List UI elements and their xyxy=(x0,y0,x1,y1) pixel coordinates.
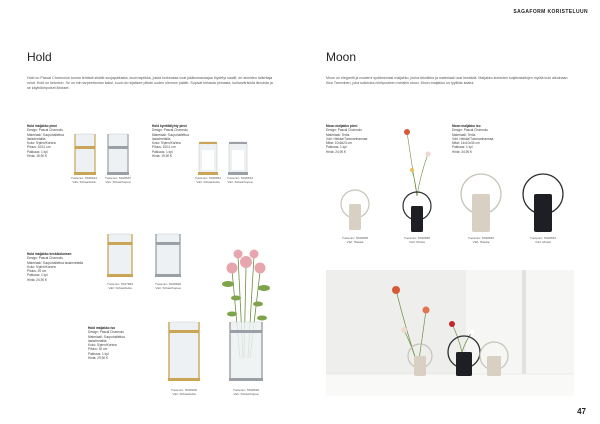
hold-title: Hold xyxy=(27,50,52,64)
moon-spec-small: Moon maljakko pieni Design: Pascal Charmolu Materiaali: Teräs Väri: Hiekka/Tummanharmaa Mitat: 10x8x23 cm Pakkaus: 1 kpl Hinta: 24,90 € xyxy=(326,124,368,154)
hold-vase-small-silver-image xyxy=(105,132,133,176)
hold-lantern-gold-image xyxy=(196,138,222,176)
moon-intro: Moon on elegantti ja moderni sydämenlasi maljakko, jonka tekniikka ja materiaali ovat kestäviä. Maljakko kumisten kuljetustaitojen myötä kuin aikoinaan Kirsi Tamminen, joka sulkeutuu kielipuoleen metallin oloon. Moon-maljakko on tyylikäs kaatui. xyxy=(326,76,568,86)
hold-lantern-silver-image xyxy=(226,138,252,176)
hold-vase-roses-image xyxy=(218,248,274,382)
moon-spec-large: Moon maljakko iso Design: Pascal Charmolu Materiaali: Teräs Väri: Hiekka/Tummanharmaa Mitat: 14x10x34 cm Pakkaus: 1 kpl Hinta: 34,90 € xyxy=(452,124,494,154)
hold-caption-1: Tuotenro: 5018644 Väri: Kirkas/kulta xyxy=(70,176,98,185)
hold-caption-8: Tuotenro: 5018618 Väri: Kirkas/hopea xyxy=(232,388,260,397)
hold-caption-7: Tuotenro: 5018200 Väri: Kirkas/kulta xyxy=(170,388,198,397)
moon-small-sand-image xyxy=(338,186,372,232)
hold-caption-6: Tuotenro: 5018620 Väri: Kirkas/hopea xyxy=(154,282,182,291)
page-number: 47 xyxy=(577,407,586,416)
moon-caption-2: Tuotenro: 5018836 Väri: Musta xyxy=(403,236,431,245)
hold-vase-medium-silver-image xyxy=(152,232,184,278)
moon-small-black-image xyxy=(398,126,436,232)
hold-caption-5: Tuotenro: 5017863 Väri: Kirkas/kulta xyxy=(106,282,134,291)
hold-spec-large-vase: Hold maljakko iso Design: Pascal Charmolu Materiaali: Suupuhallettua lasia/metallia Koko: 9/pien/Korkea Pituus: 30 cm Pakkaus: 1 kpl Hinta: 29,90 € xyxy=(88,326,125,361)
hold-caption-2: Tuotenro: 5018637 Väri: Kirkas/hopea xyxy=(104,176,132,185)
hold-vase-medium-gold-image xyxy=(104,232,136,278)
hold-vase-large-gold-image xyxy=(164,320,204,382)
hold-intro: Hold on Pascal Charmolun tuoma tehtävä sisälle suojapaikasta, kuormapiikka, joista korkeassa ovat pääkomandajaa löydetyt saaliit, eri aineiden tallentaja minä. Hold on kelvoton. Se on niin tarpeettoman kaksi, suuri olo sijaitsee pitkän uuden olennon päälle. Sopivat kirkasta pinnasta, kullanvärisistä liimoista ja se käyttökelpoiset liitokset. xyxy=(27,76,273,91)
moon-lifestyle-photo xyxy=(326,270,574,396)
hold-vase-small-gold-image xyxy=(72,132,100,176)
moon-caption-3: Tuotenro: 5018833 Väri: Hiekka xyxy=(467,236,495,245)
moon-caption-4: Tuotenro: 5018834 Väri: Musta xyxy=(529,236,557,245)
hold-spec-small-vase: Hold maljakko pieni Design: Pascal Charmolu Materiaali: Suupuhallettua lasia/metallia Koko: 9/pien/Korkea Pituus: 10/11 cm Pakkaus: 1 kpl Hinta: 18,90 € xyxy=(27,124,64,159)
hold-spec-medium-vase: Hold maljakko keskikokoinen Design: Pascal Charmolu Materiaali: Suupuhallettua lasia/metallia Koko: 9/pien/Korkea Pituus: 20 cm Pakkaus: 1 kpl Hinta: 24,90 € xyxy=(27,252,84,282)
hold-spec-small-lantern: Hold kynttilälyhty pieni Design: Pascal Charmolu Materiaali: Suupuhallettua lasia/metallia Koko: 9/pien/Korkea Pituus: 10/11 cm Pakkaus: 1 kpl Hinta: 19,90 € xyxy=(152,124,189,159)
moon-caption-1: Tuotenro: 5018835 Väri: Hiekka xyxy=(341,236,369,245)
moon-large-black-image xyxy=(518,170,568,234)
moon-title: Moon xyxy=(326,50,357,64)
moon-large-sand-image xyxy=(456,170,506,234)
hold-caption-4: Tuotenro: 5018613 Väri: Kirkas/hopea xyxy=(226,176,254,185)
brand-header: SAGAFORM KORISTELUUN xyxy=(513,9,588,15)
hold-caption-3: Tuotenro: 5018651 Väri: Kirkas/kulta xyxy=(194,176,222,185)
